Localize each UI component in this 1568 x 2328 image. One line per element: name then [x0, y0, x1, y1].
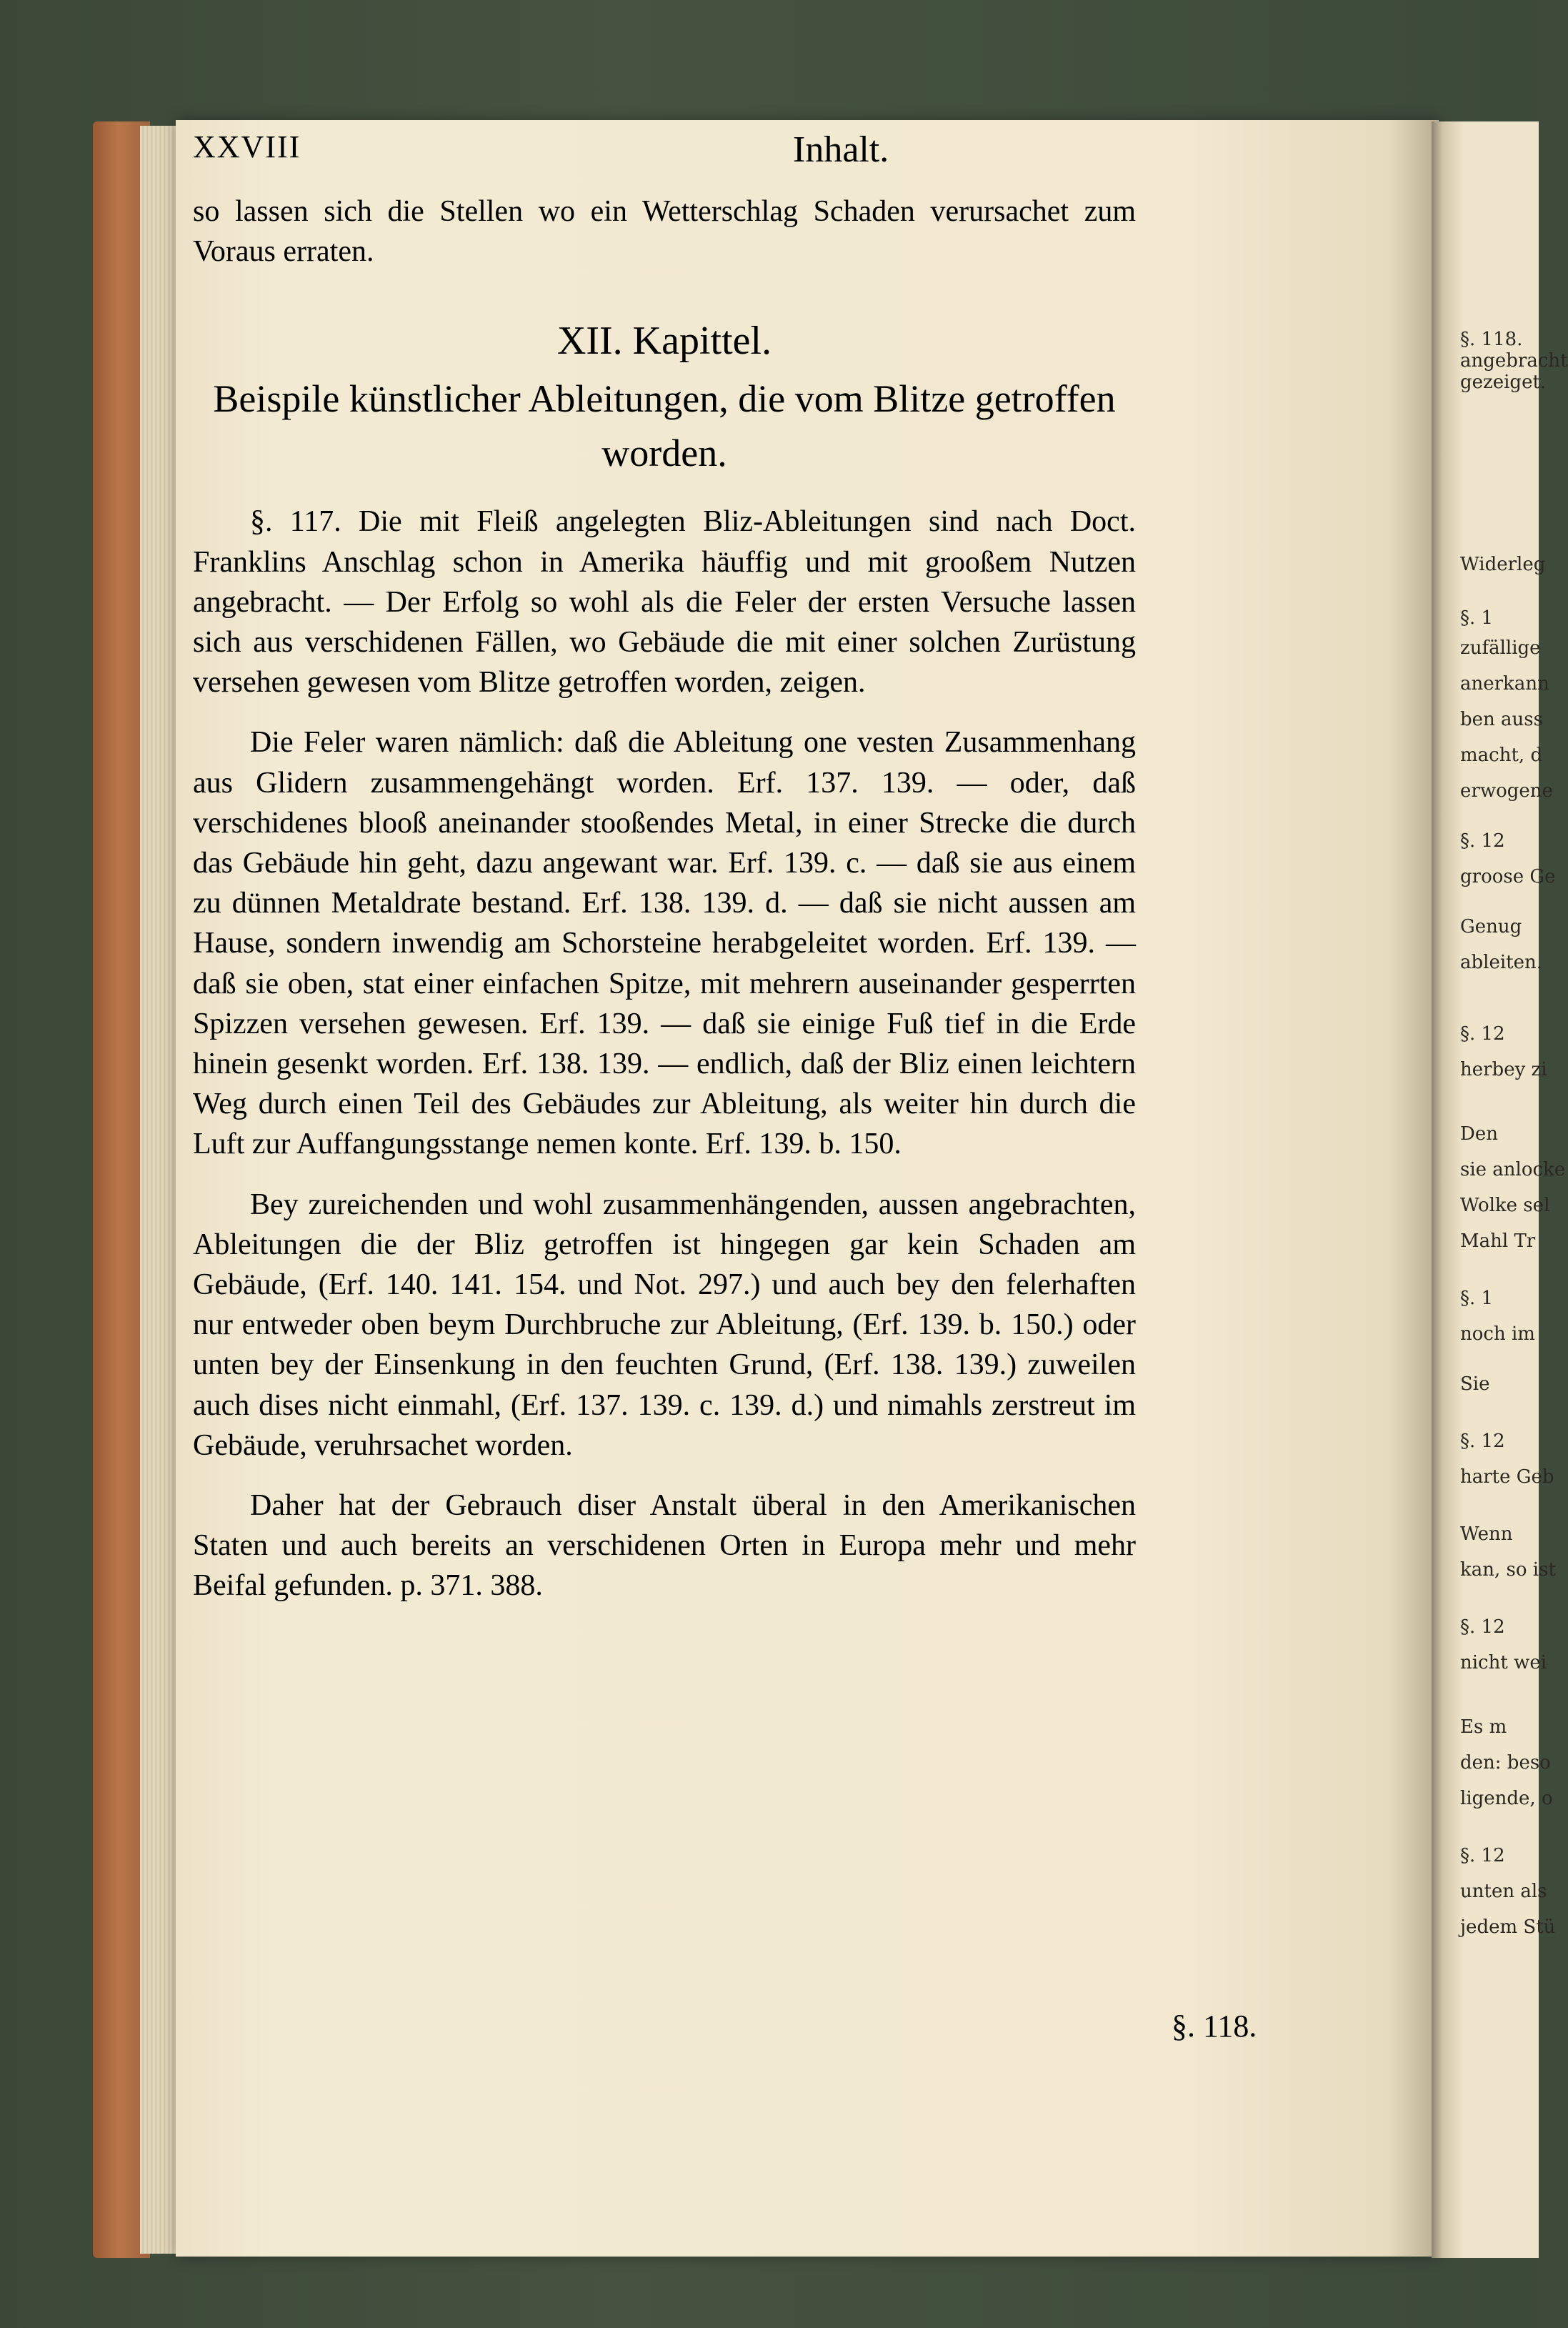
chapter-number: XII. Kapittel.: [556, 319, 772, 364]
adjacent-text-line: anerkann: [1460, 673, 1549, 695]
adjacent-text-line: noch im: [1460, 1323, 1535, 1345]
adjacent-text-line: §. 118.: [1460, 329, 1523, 350]
adjacent-text-line: ableiten.: [1460, 952, 1543, 973]
adjacent-text-line: §. 1: [1460, 1288, 1494, 1309]
intro-paragraph: so lassen sich die Stellen wo ein Wetterschlag Schaden verursachet zum Voraus erraten.: [193, 195, 1136, 269]
adjacent-text-line: herbey zi: [1460, 1059, 1547, 1080]
adjacent-text-line: §. 12: [1460, 1845, 1505, 1866]
adjacent-text-line: groose Ge: [1460, 866, 1556, 887]
adjacent-text-line: §. 1: [1460, 607, 1494, 629]
adjacent-text-line: kan, so ist: [1460, 1559, 1556, 1581]
adjacent-text-line: gezeiget.: [1460, 372, 1547, 393]
adjacent-text-line: §. 12: [1460, 1616, 1505, 1638]
adjacent-text-line: Widerleg: [1460, 554, 1546, 575]
adjacent-text-line: Sie: [1460, 1373, 1490, 1395]
page-folio: XXVIII: [193, 129, 301, 164]
adjacent-text-line: ben auss: [1460, 709, 1543, 730]
main-text-block: [193, 191, 1136, 1606]
adjacent-text-line: Den: [1460, 1123, 1498, 1145]
adjacent-text-line: zufällige: [1460, 637, 1541, 659]
paragraph-faults: Die Feler waren nämlich: daß die Ableitung one vesten Zusammenhang aus Glidern zusammengehängt worden. Erf. 137. 139. — oder, daß verschidenes blooß aneinander stooßendes Metal, in einer Strecke die durch das Gebäude hin geht, dazu angewant war. Erf. 139. c. — daß sie aus einem zu dünnen Metaldrate bestand. Erf. 138. 139. d. — daß sie nicht aussen am Hause, sondern inwendig am Schorsteine herabgeleitet worden. Erf. 139. — daß sie oben, stat einer einfachen Spitze, mit mehrern auseinander gesperrten Spizzen versehen gewesen. Erf. 139. — daß sie einige Fuß tief in die Erde hinein gesenkt worden. Erf. 138. 139. — endlich, daß der Bliz einen leichtern Weg durch einen Teil des Gebäudes zur Ableitung, als weiter hin durch die Luft zur Auffangungsstange nemen konte. Erf. 139. b. 150.: [193, 726, 1136, 1161]
adjacent-text-line: Genug: [1460, 916, 1522, 937]
chapter-title: Beispile künstlicher Ableitungen, die vom Blitze getroffen worden.: [213, 377, 1116, 475]
adjacent-page: [1432, 121, 1568, 2258]
adjacent-text-line: nicht wei: [1460, 1652, 1547, 1673]
adjacent-text-line: harte Geb: [1460, 1466, 1554, 1488]
adjacent-text-line: Es m: [1460, 1716, 1507, 1738]
adjacent-text-line: angebracht: [1460, 350, 1568, 372]
running-head: Inhalt.: [793, 129, 889, 170]
adjacent-text-line: Wenn: [1460, 1523, 1513, 1545]
adjacent-text-line: ligende, o: [1460, 1788, 1553, 1809]
adjacent-text-line: §. 12: [1460, 830, 1505, 852]
paragraph-conductors: Bey zureichenden und wohl zusammenhängenden, aussen angebrachten, Ableitungen die der Bliz getroffen ist hingegen gar kein Schaden am Gebäude, (Erf. 140. 141. 154. und Not. 297.) und auch bey den felerhaften nur entweder oben beym Durchbruche zur Ableitung, (Erf. 139. b. 150.) oder unten bey der Einsenkung in den feuchten Grund, (Erf. 138. 139.) zuweilen auch dises nicht einmahl, (Erf. 137. 139. c. 139. d.) und nimahls zerstreut im Gebäude, veruhrsachet worden.: [193, 1188, 1136, 1462]
adjacent-text-line: Mahl Tr: [1460, 1230, 1536, 1252]
paragraph-conclusion: Daher hat der Gebrauch diser Anstalt überal in den Amerikanischen Staten und auch bereits an verschidenen Orten in Europa mehr und mehr Beifal gefunden. p. 371. 388.: [193, 1489, 1136, 1603]
adjacent-text-line: jedem Stü: [1460, 1916, 1556, 1938]
page-header: [193, 107, 1336, 171]
paragraph-117: §. 117. Die mit Fleiß angelegten Bliz-Ableitungen sind nach Doct. Franklins Anschlag schon in Amerika häuffig und mit grooßem Nutzen angebracht. — Der Erfolg so wohl als die Feler der ersten Versuche lassen sich aus verschidenen Fällen, wo Gebäude die mit einer solchen Zurüstung versehen gewesen vom Blitze getroffen worden, zeigen.: [193, 505, 1136, 700]
adjacent-text-line: sie anlocke: [1460, 1159, 1566, 1180]
adjacent-text-line: Wolke sel: [1460, 1195, 1550, 1216]
adjacent-text-line: macht, d: [1460, 745, 1543, 766]
catchword: §. 118.: [1172, 2009, 1257, 2044]
adjacent-text-line: §. 12: [1460, 1023, 1505, 1045]
adjacent-text-line: den: beso: [1460, 1752, 1551, 1774]
adjacent-text-line: §. 12: [1460, 1431, 1505, 1452]
adjacent-text-line: erwogene: [1460, 780, 1553, 802]
adjacent-text-line: unten als: [1460, 1881, 1547, 1902]
